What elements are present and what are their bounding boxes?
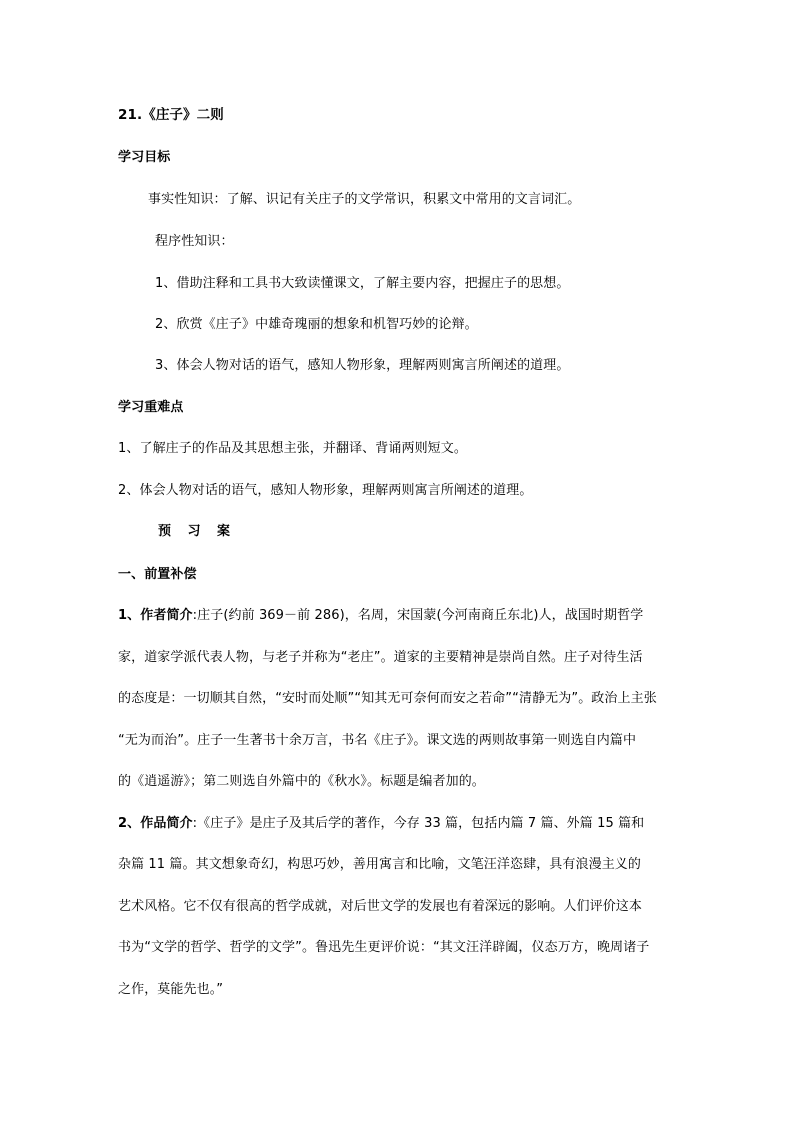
section-one-heading: 一、前置补偿 (118, 567, 197, 582)
document-title: 21.《庄子》二则 (118, 107, 224, 123)
work-intro-line: 书为“文学的哲学、哲学的文学”。鲁迅先生更评价说：“其文汪洋辟阖，仪态万方，晚周诸子 (118, 940, 650, 955)
keypoint-item: 1、了解庄子的作品及其思想主张，并翻译、背诵两则短文。 (118, 441, 467, 456)
author-intro-line: 家，道家学派代表人物，与老子并称为“老庄”。道家的主要精神是崇尚自然。庄子对待生活 (118, 650, 643, 665)
work-intro-line: 之作，莫能先也。” (118, 982, 224, 997)
author-intro-label: 1、作者简介 (118, 608, 193, 623)
author-intro-line: “无为而治”。庄子一生著书十余万言，书名《庄子》。课文选的两则故事第一则选自内篇中 (118, 733, 637, 748)
author-intro-line: 的态度是：一切顺其自然，“安时而处顺”“知其无可奈何而安之若命”“清静无为”。政治上主张 (118, 691, 657, 706)
objective-item: 2、欣赏《庄子》中雄奇瑰丽的想象和机智巧妙的论辩。 (155, 317, 478, 332)
preview-heading: 预 习 案 (158, 524, 237, 539)
author-intro-text: :庄子(约前 369－前 286)，名周，宋国蒙(今河南商丘东北)人，战国时期哲学 (192, 608, 644, 623)
work-intro-line: 杂篇 11 篇。其文想象奇幻，构思巧妙，善用寓言和比喻，文笔汪洋恣肆，具有浪漫主义的 (118, 857, 642, 872)
objective-procedural-heading: 程序性知识： (155, 234, 234, 249)
keypoints-heading: 学习重难点 (118, 400, 184, 415)
work-intro-text: :《庄子》是庄子及其后学的著作，今存 33 篇，包括内篇 7 篇、外篇 15 篇和 (192, 816, 645, 831)
objective-item: 1、借助注释和工具书大致读懂课文，了解主要内容，把握庄子的思想。 (155, 276, 570, 291)
work-intro-line (118, 815, 644, 833)
author-intro-line (118, 607, 643, 625)
objectives-heading: 学习目标 (118, 150, 171, 165)
work-intro-line: 艺术风格。它不仅有很高的哲学成就，对后世文学的发展也有着深远的影响。人们评价这本 (118, 899, 643, 914)
objective-fact: 事实性知识：了解、识记有关庄子的文学常识，积累文中常用的文言词汇。 (148, 192, 581, 207)
author-intro-line: 的《逍遥游》；第二则选自外篇中的《秋水》。标题是编者加的。 (118, 774, 485, 789)
objective-item: 3、体会人物对话的语气，感知人物形象，理解两则寓言所阐述的道理。 (155, 358, 570, 373)
keypoint-item: 2、体会人物对话的语气，感知人物形象，理解两则寓言所阐述的道理。 (118, 483, 533, 498)
work-intro-label: 2、作品简介 (118, 816, 193, 831)
